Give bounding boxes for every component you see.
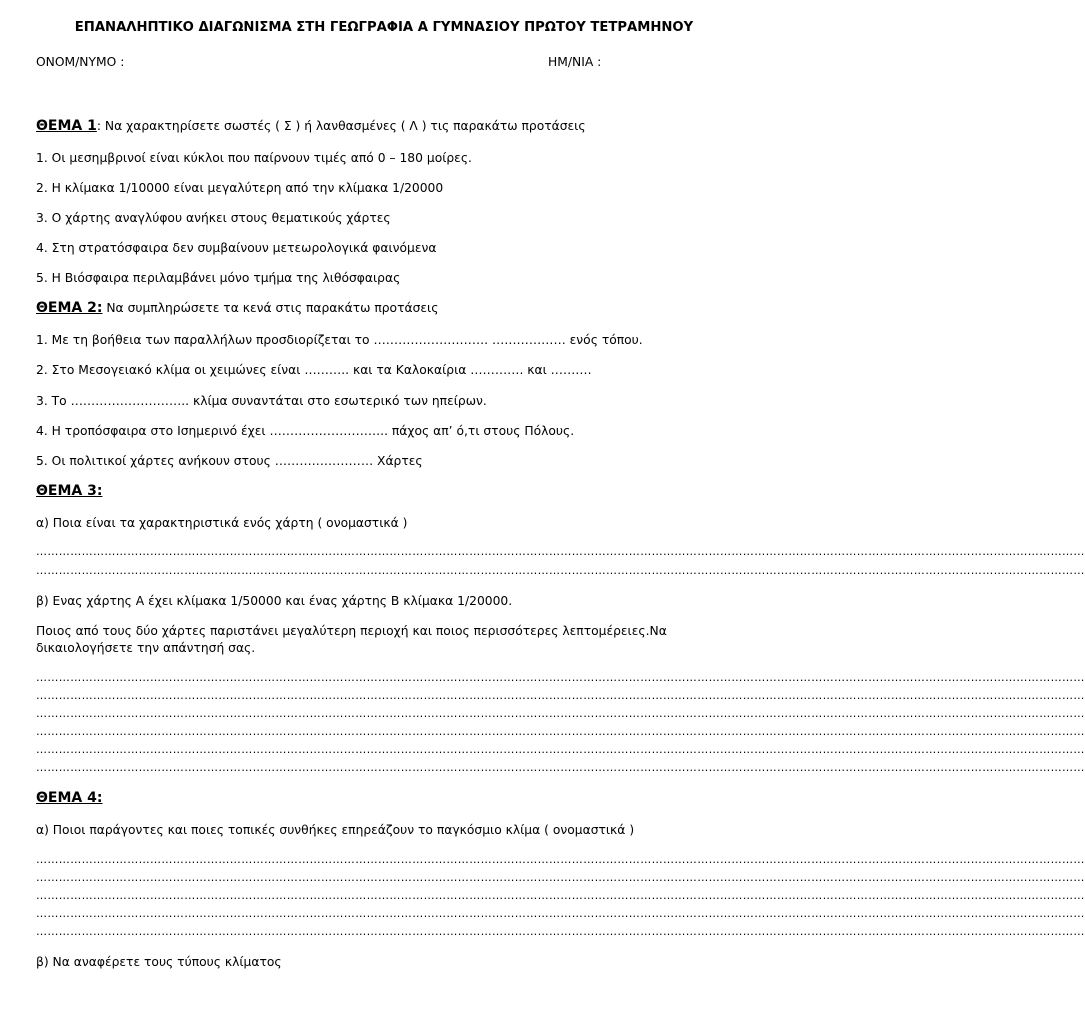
theme1-item: 3. Ο χάρτης αναγλύφου ανήκει στους θεματικούς χάρτες — [36, 211, 391, 225]
theme2-item: 1. Με τη βοήθεια των παραλλήλων προσδιορίζεται το ………………………. ……………… ενός τόπου. — [36, 333, 643, 347]
answer-line[interactable]: …………………………………………………………………………………………………………………………………………………………………………………………………………………………………………………… — [36, 671, 1085, 684]
theme3-question-b-detail: Ποιος από τους δύο χάρτες παριστάνει μεγαλύτερη περιοχή και ποιος περισσότερες λεπτομέρειες.Να δικαιολογήσετε την απάντησή σας. — [36, 624, 667, 655]
answer-line[interactable]: …………………………………………………………………………………………………………………………………………………………………………………………………………………………………………………… — [36, 871, 1085, 884]
answer-line[interactable]: …………………………………………………………………………………………………………………………………………………………………………………………………………………………………………………… — [36, 707, 1085, 720]
theme2-item: 5. Οι πολιτικοί χάρτες ανήκουν στους …………………… Χάρτες — [36, 454, 423, 468]
theme3-question-a: α) Ποια είναι τα χαρακτηριστικά ενός χάρτη ( ονομαστικά ) — [36, 516, 408, 530]
theme4-heading: ΘΕΜΑ 4: — [36, 790, 103, 806]
theme2-header — [36, 300, 438, 316]
exam-title: ΕΠΑΝΑΛΗΠΤΙΚΟ ΔΙΑΓΩΝΙΣΜΑ ΣΤΗ ΓΕΩΓΡΑΦΙΑ Α ΓΥΜΝΑΣΙΟΥ ΠΡΩΤΟΥ ΤΕΤΡΑΜΗΝΟΥ — [74, 20, 694, 35]
theme1-item: 2. Η κλίμακα 1/10000 είναι μεγαλύτερη από την κλίμακα 1/20000 — [36, 181, 444, 195]
answer-line[interactable]: …………………………………………………………………………………………………………………………………………………………………………………………………………………………………………………… — [36, 564, 1085, 577]
answer-line[interactable]: …………………………………………………………………………………………………………………………………………………………………………………………………………………………………………………… — [36, 889, 1085, 902]
theme1-item: 5. Η Βιόσφαιρα περιλαμβάνει μόνο τμήμα της λιθόσφαιρας — [36, 271, 401, 285]
theme1-item: 4. Στη στρατόσφαιρα δεν συμβαίνουν μετεωρολογικά φαινόμενα — [36, 241, 437, 255]
theme2-item: 2. Στο Μεσογειακό κλίμα οι χειμώνες είναι ……….. και τα Καλοκαίρια …………. και ………. — [36, 363, 592, 377]
answer-line[interactable]: …………………………………………………………………………………………………………………………………………………………………………………………………………………………………………………… — [36, 725, 1085, 738]
answer-line[interactable]: …………………………………………………………………………………………………………………………………………………………………………………………………………………………………………………… — [36, 853, 1085, 866]
answer-line[interactable]: …………………………………………………………………………………………………………………………………………………………………………………………………………………………………………………… — [36, 545, 1085, 558]
theme2-heading: ΘΕΜΑ 2: — [36, 300, 103, 316]
answer-line[interactable]: …………………………………………………………………………………………………………………………………………………………………………………………………………………………………………………… — [36, 761, 1085, 774]
theme1-item: 1. Οι μεσημβρινοί είναι κύκλοι που παίρνουν τιμές από 0 – 180 μοίρες. — [36, 151, 472, 165]
theme4-question-b: β) Να αναφέρετε τους τύπους κλίματος — [36, 955, 282, 969]
date-label: ΗΜ/ΝΙΑ : — [548, 55, 602, 69]
theme4-question-a: α) Ποιοι παράγοντες και ποιες τοπικές συνθήκες επηρεάζουν το παγκόσμιο κλίμα ( ονομαστικά ) — [36, 823, 635, 837]
answer-line[interactable]: …………………………………………………………………………………………………………………………………………………………………………………………………………………………………………………… — [36, 907, 1085, 920]
name-label: ΟΝΟΜ/ΝΥΜΟ : — [36, 55, 125, 69]
theme3-question-b: β) Ενας χάρτης Α έχει κλίμακα 1/50000 και ένας χάρτης Β κλίμακα 1/20000. — [36, 594, 513, 608]
answer-line[interactable]: …………………………………………………………………………………………………………………………………………………………………………………………………………………………………………………… — [36, 743, 1085, 756]
theme1-heading: ΘΕΜΑ 1 — [36, 118, 97, 134]
theme2-item: 3. Το ……………………….. κλίμα συναντάται στο εσωτερικό των ηπείρων. — [36, 394, 487, 408]
answer-line[interactable]: …………………………………………………………………………………………………………………………………………………………………………………………………………………………………………………… — [36, 689, 1085, 702]
theme3-heading: ΘΕΜΑ 3: — [36, 483, 103, 499]
answer-line[interactable]: …………………………………………………………………………………………………………………………………………………………………………………………………………………………………………………… — [36, 925, 1085, 938]
theme2-instruction: Να συμπληρώσετε τα κενά στις παρακάτω προτάσεις — [102, 301, 439, 315]
theme2-item: 4. Η τροπόσφαιρα στο Ισημερινό έχει ……………………….. πάχος απ’ ό,τι στους Πόλους. — [36, 424, 575, 438]
theme1-header — [36, 118, 586, 134]
theme1-instruction: : Να χαρακτηρίσετε σωστές ( Σ ) ή λανθασμένες ( Λ ) τις παρακάτω προτάσεις — [96, 119, 586, 133]
